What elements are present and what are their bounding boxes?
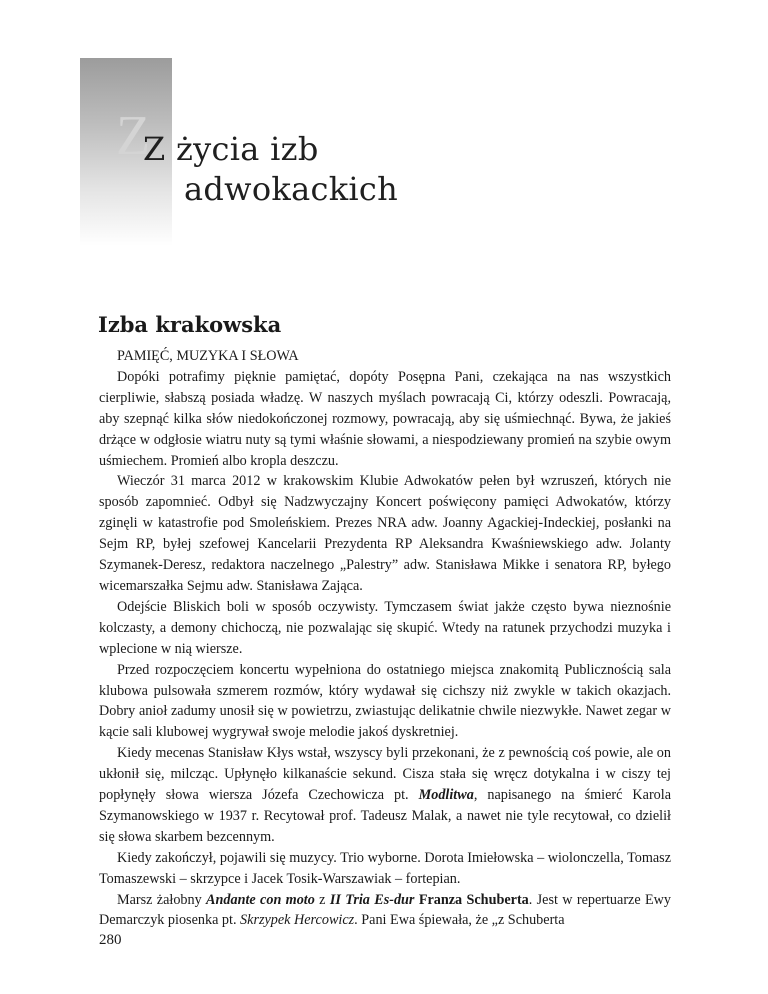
paragraph-5-text-a: Kiedy mecenas Stanisław Kłys wstał, wszyscy byli przekonani, że z pewnością coś powie, ale on ukłonił się, milcząc. Upłynęło kilkanaście sekund. Cisza stała się wręcz dotykalna i w ciszy tej popłynęły słowa wiersza Józefa Czechowicza pt.	[99, 745, 671, 804]
paragraph-6: Kiedy zakończył, pojawili się muzycy. Trio wyborne. Dorota Imiełowska – wiolonczella, Tomasz Tomaszewski – skrzypce i Jacek Tosik-Warszawiak – fortepian.	[99, 849, 671, 887]
title-line-1: Z życia izb	[143, 130, 319, 168]
paragraph-3: Odejście Bliskich boli w sposób oczywisty. Tymczasem świat jakże często bywa nieznośnie kolczasty, a demony chichoczą, nie pozwalając się skupić. Wtedy na ratunek przychodzi muzyka i wplecione w nią wiersze.	[99, 598, 671, 657]
paragraph-5-text-b: , napisanego na śmierć Karola Szymanowskiego w 1937 r. Recytował prof. Tadeusz Malak, a nawet nie tyle recytował, co dzielił się słowa skarbem bezcennym.	[99, 787, 671, 845]
paragraph-7-text-e: . Pani Ewa śpiewała, że „z Schuberta	[354, 912, 565, 929]
header-initial-letter: Z	[116, 105, 151, 167]
paragraph-1: Dopóki potrafimy pięknie pamiętać, dopóty Posępna Pani, czekająca na nas wszystkich cierpliwie, słabszą posiada władzę. W naszych myślach powracają Ci, którzy odeszli. Powracają, aby szepnąć kilka słów niedokończonej rozmowy, powracają, aby się uśmiechnąć. Bywa, że jakieś drżące w odgłosie wiatru nuty są tymi właśnie słowami, a niespodziewany promień na szybie owym uśmiechem. Promień albo kropla deszczu.	[99, 368, 671, 469]
page-title	[143, 129, 398, 209]
paragraph-7	[99, 890, 671, 932]
paragraph-4: Przed rozpoczęciem koncertu wypełniona do ostatniego miejsca znakomitą Publicznością sala klubowa pulsowała szmerem rozmów, który wydawał się cichszy niż zwykle w takich okazjach. Dobry anioł zadumy unosił się w powietrzu, zwiastując delikatnie chwile niezwykłe. Nawet zegar w kącie sali klubowej wygrywał swoje melodie jakoś dyskretniej.	[99, 661, 671, 741]
title-line-2: adwokackich	[184, 170, 399, 208]
article-body	[99, 346, 671, 931]
paragraph-7-text-a: Marsz żałobny	[117, 891, 207, 908]
trio-title: II Tria Es-dur	[329, 891, 415, 908]
song-title: Skrzypek Hercowicz	[240, 912, 355, 929]
work-title: Andante con moto	[206, 891, 315, 908]
composer-name: Franza Schuberta	[418, 891, 529, 908]
paragraph-5	[99, 743, 671, 848]
page-number: 280	[99, 932, 122, 948]
paragraph-7-text-b: z	[314, 891, 330, 908]
paragraph-2: Wieczór 31 marca 2012 w krakowskim Klubie Adwokatów pełen był wzruszeń, których nie sposób zapomnieć. Odbył się Nadzwyczajny Koncert poświęcony pamięci Adwokatów, którzy zginęli w katastrofie pod Smoleńskiem. Prezes NRA adw. Joanny Agackiej-Indeckiej, posłanki na Sejm RP, byłej szefowej Kancelarii Prezydenta RP Aleksandra Kwaśniewskiego adw. Jolanty Szymanek-Deresz, redaktora naczelnego „Palestry” adw. Stanisława Mikke i senatora RP, byłego wicemarszałka Sejmu adw. Stanisława Zająca.	[99, 473, 671, 594]
article-subtitle: PAMIĘĆ, MUZYKA I SŁOWA	[117, 348, 299, 364]
section-heading: Izba krakowska	[98, 312, 282, 337]
poem-title: Modlitwa	[418, 787, 474, 804]
paragraph-7-text-d: . Jest w repertuarze Ewy Demarczyk piosenka pt.	[99, 891, 671, 929]
